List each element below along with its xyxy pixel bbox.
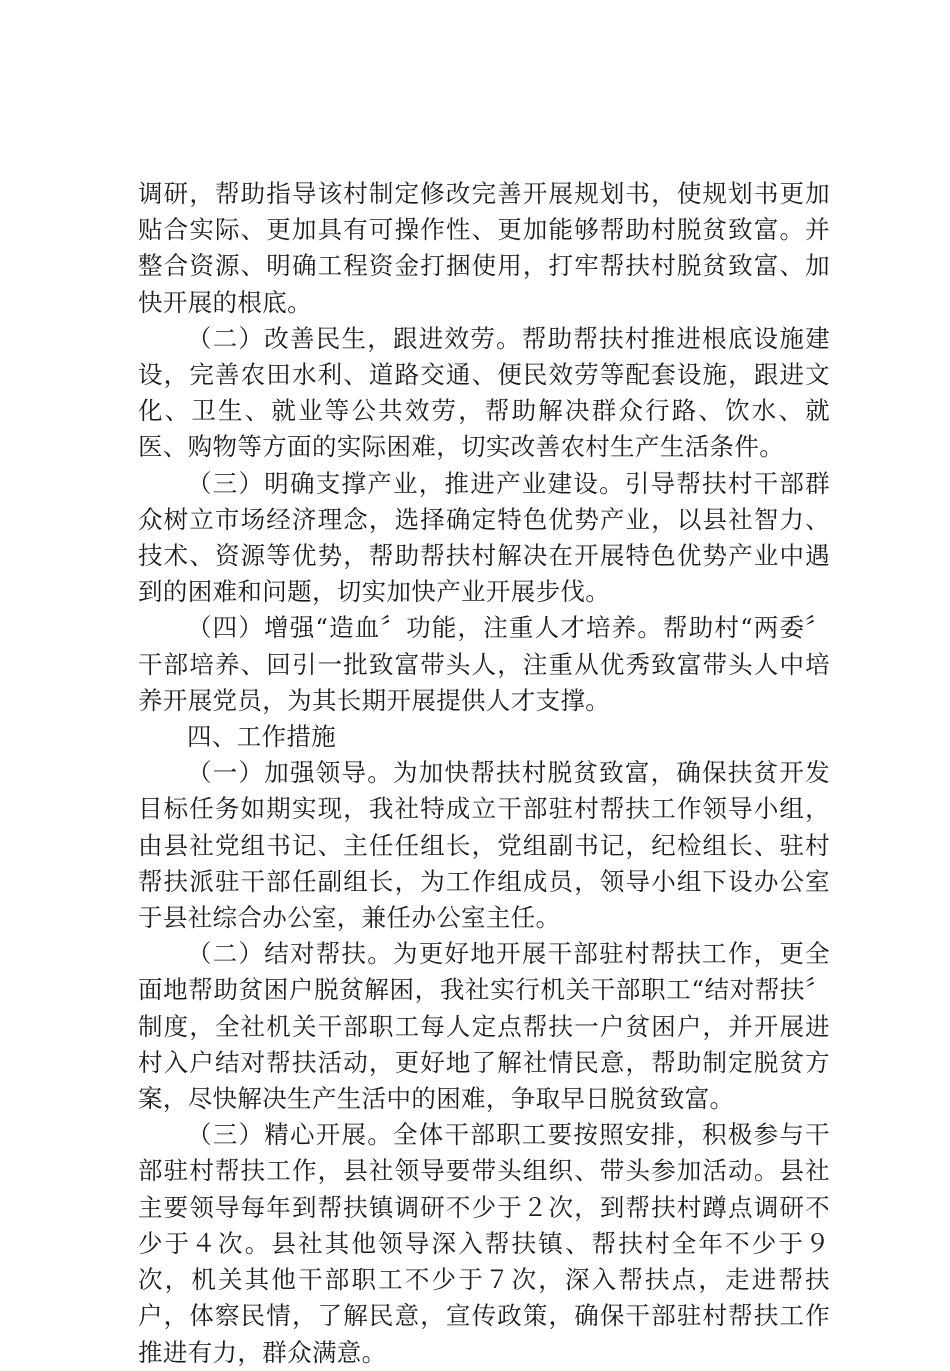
paragraph-industry-support: （三）明确支撑产业，推进产业建设。引导帮扶村干部群众树立市场经济理念，选择确定特色优势产业，以县社智力、技术、资源等优势，帮助帮扶村解决在开展特色优势产业中遇到的困难和问题，切实加快产业开展步伐。 xyxy=(138,468,830,607)
paragraph-continuation: 调研，帮助指导该村制定修改完善开展规划书，使规划书更加贴合实际、更加具有可操作性、更加能够帮助村脱贫致富。并整合资源、明确工程资金打捆使用，打牢帮扶村脱贫致富、加快开展的根底。 xyxy=(138,179,830,317)
paragraph-talent-training: （四）增强“造血〞功能，注重人才培养。帮助村“两委〞干部培养、回引一批致富带头人，注重从优秀致富带头人中培养开展党员，为其长期开展提供人才支撑。 xyxy=(138,613,830,715)
paragraph-strengthen-leadership: （一）加强领导。为加快帮扶村脱贫致富，确保扶贫开发目标任务如期实现，我社特成立干部驻村帮扶工作领导小组，由县社党组书记、主任任组长，党组副书记，纪检组长、驻村帮扶派驻干部任副组长，为工作组成员，领导小组下设办公室于县社综合办公室，兼任办公室主任。 xyxy=(138,758,830,933)
paragraph-paired-assistance: （二）结对帮扶。为更好地开展干部驻村帮扶工作，更全面地帮助贫困户脱贫解困，我社实行机关干部职工“结对帮扶〞制度，全社机关干部职工每人定点帮扶一户贫困户，并开展进村入户结对帮扶活动，更好地了解社情民意，帮助制定脱贫方案，尽快解决生产生活中的困难，争取早日脱贫致富。 xyxy=(138,939,830,1114)
section-heading-work-measures: 四、工作措施 xyxy=(187,722,337,752)
paragraph-careful-implementation: （三）精心开展。全体干部职工要按照安排，积极参与干部驻村帮扶工作，县社领导要带头组织、带头参加活动。县社主要领导每年到帮扶镇调研不少于２次，到帮扶村蹲点调研不少于４次。县社其他领导深入帮扶镇、帮扶村全年不少于９次，机关其他干部职工不少于７次，深入帮扶点，走进帮扶户，体察民情，了解民意，宣传政策，确保干部驻村帮扶工作推进有力，群众满意。 xyxy=(138,1120,830,1367)
document-body xyxy=(138,176,830,1371)
paragraph-improve-livelihood: （二）改善民生，跟进效劳。帮助帮扶村推进根底设施建设，完善农田水利、道路交通、便民效劳等配套设施，跟进文化、卫生、就业等公共效劳，帮助解决群众行路、饮水、就医、购物等方面的实际困难，切实改善农村生产生活条件。 xyxy=(138,323,830,462)
